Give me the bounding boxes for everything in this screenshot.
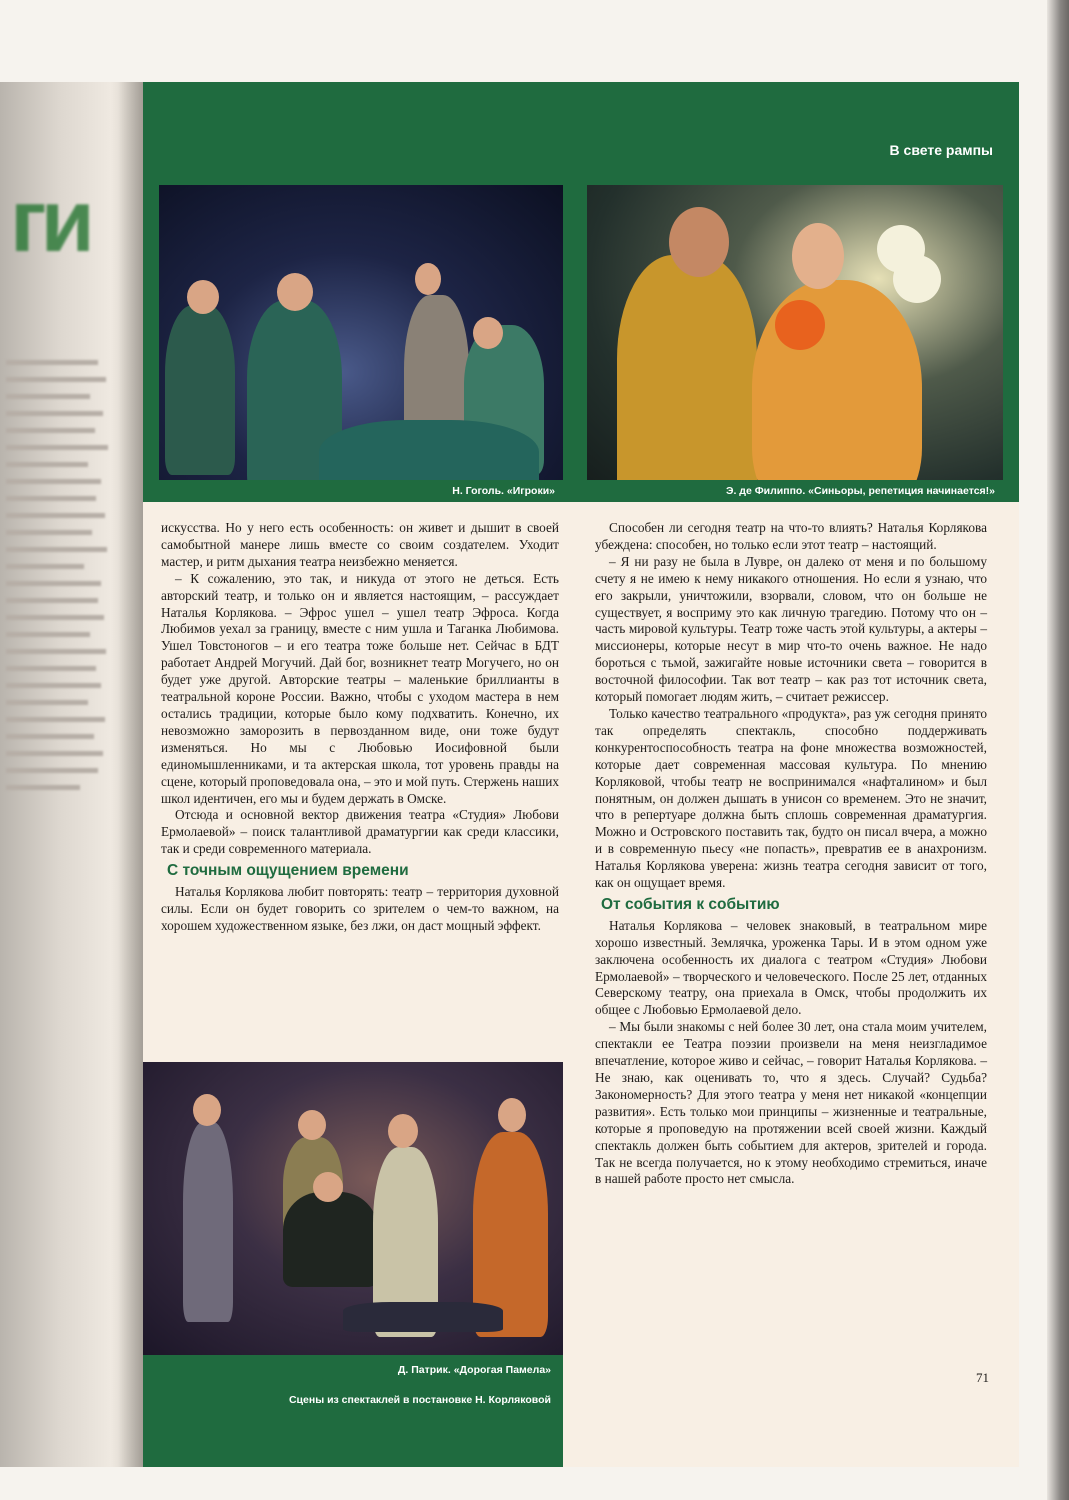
subheading-1: С точным ощущением времени: [167, 862, 409, 880]
caption-photo-2: Э. де Филиппо. «Синьоры, репетиция начинается!»: [725, 485, 995, 497]
paragraph: – К сожалению, это так, и никуда от этого не деться. Есть авторский театр, и только он и является настоящим, – рассуждает Наталья Корлякова. – Эфрос ушел – ушел театр Эфроса. Когда Любимов уехал за границу, вместе с ним ушла и Таганка Любимова. Ушел Товстоногов – и его театра тоже больше нет. Сейчас в БДТ работает Андрей Могучий. Дай бог, возникнет театр Могучего, но он будет уже другой. Авторские театры – маленькие бриллианты в театральной короне России. Важно, чтобы с уходом мастера в нем остались традиции, которые было кому подхватить. Конечно, их невозможно заморозить в первозданном виде, они тоже будут изменяться. Но мы с Любовью Иосифовной были единомышленниками, и та актерская школа, тот уровень правды на сцене, который проповедовала она, – это и мой путь. Стержень наших школ идентичен, его мы и будем держать в Омске.: [161, 570, 559, 806]
photo-dorogaya-pamela: [143, 1062, 563, 1355]
caption-photo-3: Д. Патрик. «Дорогая Памела»: [397, 1364, 551, 1376]
text-column-2: [595, 520, 987, 1188]
paragraph: искусства. Но у него есть особенность: он живет и дышит в своей самобытной манере лишь вместе со своим создателем. Уходит мастер, и ритм дыхания театра неизбежно меняется.: [161, 520, 559, 569]
paragraph: Только качество театрального «продукта», раз уж сегодня принято так определять спектакль, способно поддерживать конкурентоспособность театра на фоне множества возможностей, которые дает современная массовая культура. По мнению Корляковой, чтобы театр не воспринимался «нафталином» и был понятным, он должен дышать в унисон со временем. Это не значит, что в репертуаре должна быть сплошь современная драматургия. Можно и Островского поставить так, будто он писал вчера, а можно и в современную пьесу «не попасть», превратив ее в анахронизм. Наталья Корлякова уверена: жизнь театра сегодня зависит от того, как он ощущает время.: [595, 705, 987, 891]
paragraph: Наталья Корлякова любит повторять: театр – территория духовной силы. Если он будет говорить со зрителем о чем-то важном, на хорошем художественном языке, без лжи, он даст мощный эффект.: [161, 884, 559, 933]
text-column-1: [161, 520, 559, 935]
paragraph: Отсюда и основной вектор движения театра «Студия» Любови Ермолаевой» – поиск талантливой драматургии как среди классики, так и среди современного материала.: [161, 807, 559, 857]
paragraph: – Мы были знакомы с ней более 30 лет, она стала моим учителем, спектакли ее Театра поэзии произвели на меня неизгладимое впечатление, которое живо и сейчас, – говорит Наталья Корлякова. – Не знаю, как оценивать то, что я здесь. Случай? Судьба? Закономерность? Для этого театра у меня нет никакой «концепции развития». Есть только мои принципы – жизненные и театральные, которые я проповедую на протяжении всей своей жизни. Каждый спектакль должен быть событием для актеров, зрителей и города. Так не всегда получается, но к этому необходимо стремиться, иначе в нашей работе просто нет смысла.: [595, 1019, 987, 1187]
page-number: 71: [976, 1370, 989, 1385]
left-page-heading: ги: [10, 171, 89, 270]
photo-sinory: [587, 185, 1003, 497]
photo-igroki: [159, 185, 563, 497]
paragraph: – Я ни разу не была в Лувре, он далеко от меня и по большому счету я не имею к нему никакого отношения. Но если я узнаю, что его закрыли, уничтожили, взорвали, словом, что он больше не существует, я восприму это как личную трагедию. Потому что он – часть мировой культуры. Театр тоже часть этой культуры, а актеры – миссионеры, которые несут в мир что-то очень важное. Не надо бороться с тьмой, зажигайте новые источники света – говорится в восточной философии. Так вот театр – как раз тот источник света, который помогает людям жить, – считает режиссер.: [595, 553, 987, 705]
subheading-2: От события к событию: [601, 895, 780, 913]
caption-productions: Сцены из спектаклей в постановке Н. Корляковой: [288, 1394, 551, 1406]
rubric-title: В свете рампы: [889, 142, 993, 158]
magazine-page: [143, 82, 1019, 1467]
green-footer-band: [143, 1355, 563, 1467]
caption-photo-1: Н. Гоголь. «Игроки»: [452, 485, 555, 497]
paragraph: Наталья Корлякова – человек знаковый, в театральном мире хорошо известный. Землячка, уроженка Тары. И в этом одном уже заключена особенность их диалога с театром «Студия» Любови Ермолаевой» – творческого и человеческого. После 25 лет, отданных Северскому театру, она приехала в Омск, чтобы продолжить их общее с Любовью Ермолаевой дело.: [595, 917, 987, 1018]
left-page-blurred-text: [6, 360, 111, 802]
paragraph: Способен ли сегодня театр на что-то влиять? Наталья Корлякова убеждена: способен, но только если этот театр – настоящий.: [595, 520, 987, 552]
scan-edge-shadow: [1047, 0, 1069, 1500]
